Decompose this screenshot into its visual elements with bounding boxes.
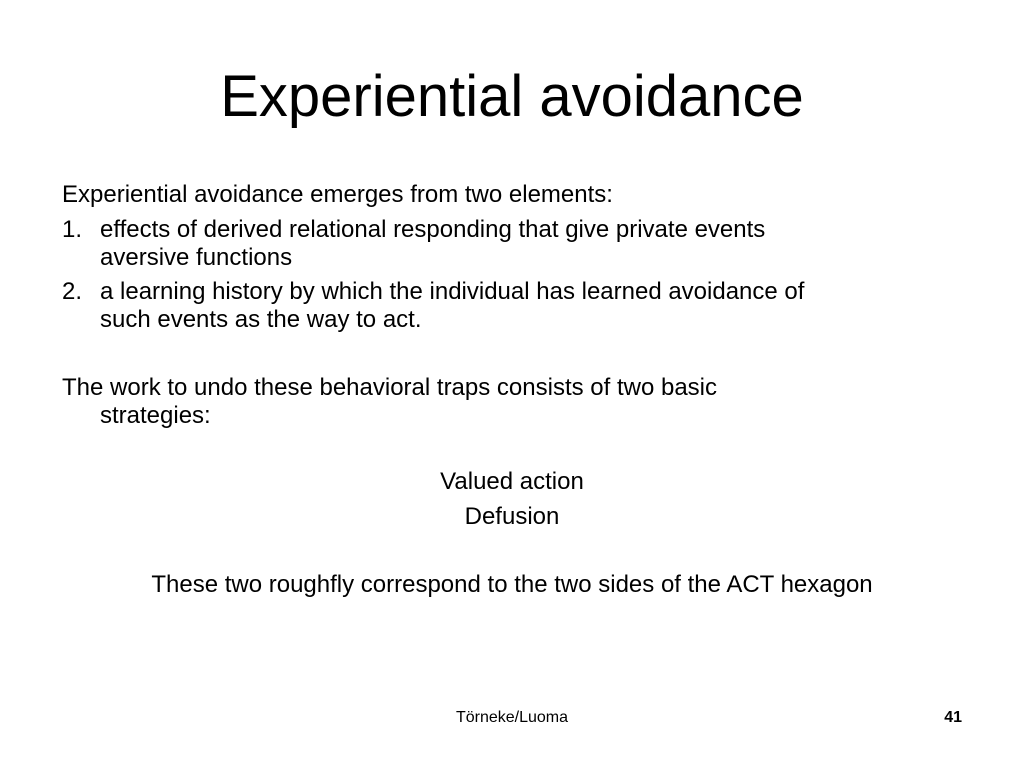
- slide-number: 41: [944, 709, 962, 726]
- list-item-1: [62, 216, 962, 272]
- list-item-line: effects of derived relational responding that give private events: [100, 216, 766, 243]
- list-item-line: aversive functions: [100, 244, 293, 271]
- list-item-line: such events as the way to act.: [100, 306, 422, 333]
- strategy-valued-action: Valued action: [440, 468, 584, 495]
- work-line: strategies:: [100, 402, 211, 429]
- list-number: 1.: [62, 216, 83, 243]
- footer-authors: Törneke/Luoma: [455, 709, 569, 726]
- work-paragraph: [62, 374, 962, 430]
- list-item-2: [62, 278, 962, 334]
- slide-title: Experiential avoidance: [220, 64, 804, 129]
- intro-text: Experiential avoidance emerges from two elements:: [62, 181, 613, 208]
- strategy-defusion: Defusion: [464, 503, 560, 530]
- closing-text: These two roughfly correspond to the two sides of the ACT hexagon: [151, 571, 873, 598]
- list-number: 2.: [62, 278, 83, 305]
- list-item-line: a learning history by which the individual has learned avoidance of: [100, 278, 805, 305]
- work-line: The work to undo these behavioral traps consists of two basic: [62, 374, 718, 401]
